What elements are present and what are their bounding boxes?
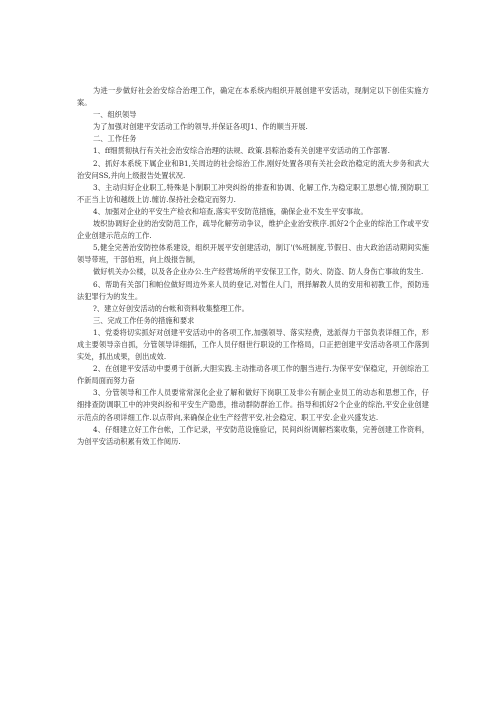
paragraph: 坡织协调好企业的治安防范工作，疏导化解劳动争议，维护企业治安秩序.抓好2个企业的综治工作或平安企业创建示范点的工作. <box>77 219 429 241</box>
paragraph: 1、ff细贯彻执行有关社会治安综合治理的法规、政策.县粽治委有关创建平安活动的工作部署. <box>93 146 390 156</box>
paragraph: 3、分管领导和工作人员要常常深化企业了解和做好下岗职工及非公有制企业员工的动态和思想工作，仔细排查防调职工中的冲突纠纷和平安生产隐患，推动群防群治工作。指导和抓好2个企业的综治,平安企业创建示范点的各项详细工作.以点带向,来确保企业生产经营平安,社会稳定、职工平安.企业兴盛发达. <box>77 388 429 422</box>
paragraph: 2、在创建平安活动中要勇于创新,大胆实践.主动推动各项工作的胭当进行.为保平安'保稳定，开创综治工作新局面而努力奋 <box>77 364 429 386</box>
paragraph: 1、党委将切实抓好对创建平安活动中的各项工作,加强领导、落实羟费，选派得力干部负表详细工作，形成主要领导亲自抓，分管领导详细抓，工作人员仔细世行职设的工作格局，口正把创建平安活动各项工作落到实处，抓出成果，创出成效. <box>77 327 429 362</box>
paragraph: 6、帮助有关部门和帕位做好周边外来人员的登记,对暂住人门，刑择解教人员的安用和初教工作，预防违法犯罪行为的发生。 <box>77 279 429 301</box>
document-body <box>77 85 429 448</box>
paragraph: 4、仔细建立好工作台帐，工作记录，平安防范设施验记，民间纠纷调解档案收集，完善创建工作资料，为创平安活动积累有效工作阅历. <box>77 424 429 446</box>
paragraph-intro: 为进一步做好社会治安综合治理工作，确定在本系统内组织开展创建平安活动，现制定以下创佳实施方案。 <box>77 86 429 108</box>
paragraph: 2、抓好本系统下属企业和B1,关周边的社会综治工作,刚好处置各项有关社会政治稳定的流大步务和武大治安问SS,并向上级报告处置状况. <box>77 158 429 180</box>
paragraph: 4、加强对企业的平安生产检衣和培查,落实平安防范措施，确保企业不发生平安事故。 <box>93 206 368 216</box>
paragraph: 5,健全完善治安防控体系建设，组织开展平安创建活动，制订'(%班制度,节假日、由大政治活动期间实施领导带班，干部伯班，向上级报告制， <box>77 243 429 265</box>
paragraph: 为了加强对创建平安活动工作的领导,并保证各项J1、作的顺当开展. <box>93 122 308 132</box>
paragraph: 3、主动归好企业职工,特殊是卜制职工冲突纠纷的排查和协调、化解工作,为稳定职工思想心情,预防职工不正当上访和越级上访.缠访.保持社会稳定而努力. <box>77 182 429 204</box>
heading-organization: 一、组织领导 <box>93 110 137 120</box>
heading-measures: 三、完成工作任务的措施和要求 <box>93 315 195 325</box>
paragraph: ?、建立好创安活动的台帐和资料收集整理工作。 <box>93 303 249 313</box>
heading-tasks: 二、工作任务 <box>93 134 137 144</box>
paragraph: 做好机关办公楼，以及各企业办公.生产经营场所的平安保卫工作，防火、防盗、防人身伤亡事故的发生. <box>93 267 424 277</box>
